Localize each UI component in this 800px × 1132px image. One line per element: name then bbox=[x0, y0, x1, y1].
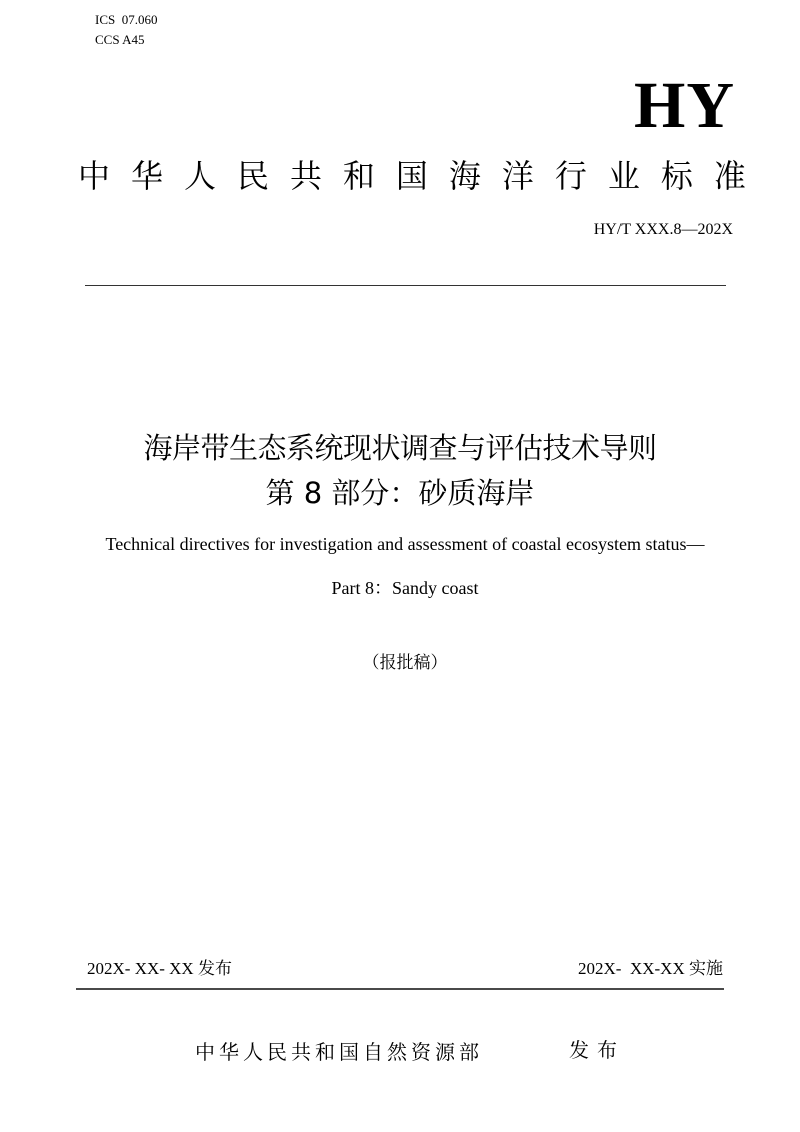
standard-number: HY/T XXX.8—202X bbox=[593, 221, 733, 238]
ics-code: ICS 07.060 bbox=[95, 12, 158, 27]
industry-title-char: 业 bbox=[607, 157, 640, 195]
issue-action: 发布 bbox=[569, 1038, 625, 1062]
industry-title-char: 华 bbox=[130, 157, 163, 195]
document-title-cn: 海岸带生态系统现状调查与评估技术导则 bbox=[143, 431, 657, 465]
document-subtitle-en: Part 8：Sandy coast bbox=[331, 578, 479, 598]
industry-title-char: 共 bbox=[289, 157, 322, 195]
ccs-code: CCS A45 bbox=[95, 32, 145, 47]
industry-title-char: 洋 bbox=[501, 157, 534, 195]
implementation-date: 202X- XX-XX 实施 bbox=[578, 959, 723, 978]
industry-title-char: 和 bbox=[342, 157, 375, 195]
industry-title-char: 中 bbox=[78, 157, 111, 195]
industry-title-char: 海 bbox=[448, 157, 481, 195]
bottom-divider bbox=[76, 988, 724, 990]
industry-title-char: 标 bbox=[660, 157, 693, 195]
document-title-en: Technical directives for investigation and assessment of coastal ecosystem status— bbox=[105, 534, 705, 554]
industry-title-char: 民 bbox=[236, 157, 269, 195]
issue-date: 202X- XX- XX 发布 bbox=[87, 959, 232, 978]
industry-title-char: 国 bbox=[395, 157, 428, 195]
issuing-authority: 中华人民共和国自然资源部 bbox=[195, 1040, 483, 1064]
document-subtitle-cn: 第 8 部分：砂质海岸 bbox=[265, 476, 535, 510]
top-divider bbox=[85, 285, 726, 286]
hy-standard-mark: HY bbox=[634, 69, 735, 142]
industry-title-char: 准 bbox=[713, 157, 746, 195]
industry-title-char: 人 bbox=[183, 157, 216, 195]
industry-standard-title bbox=[70, 155, 750, 197]
draft-stage-label: （报批稿） bbox=[362, 653, 448, 672]
industry-title-char: 行 bbox=[554, 157, 587, 195]
